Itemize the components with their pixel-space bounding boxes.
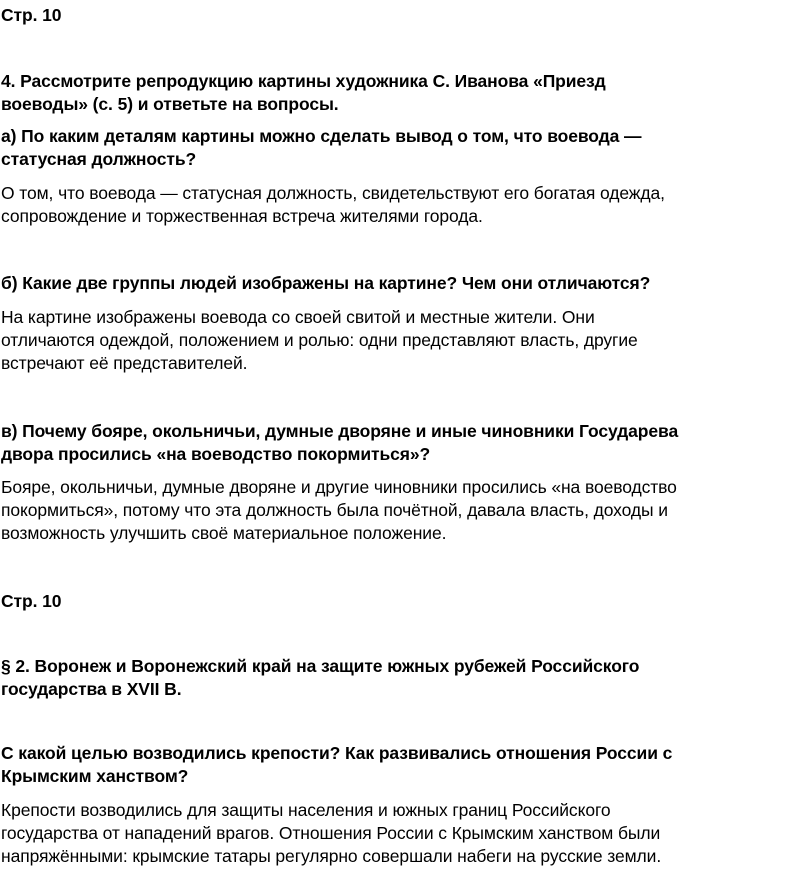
answer-2: [1, 799, 661, 868]
question-2: [1, 742, 672, 788]
section-heading-line-2: государства в XVII В.: [1, 679, 182, 699]
answer-b: [1, 306, 638, 375]
question-v: [1, 420, 678, 466]
section-heading-line-1: § 2. Воронеж и Воронежский край на защите южных рубежей Российского: [1, 656, 640, 676]
question-a: [1, 125, 641, 171]
question-2-line-1: С какой целью возводились крепости? Как развивались отношения России с: [1, 743, 673, 763]
question-a-line-2: статусная должность?: [1, 149, 197, 169]
answer-b-line-2: отличаются одеждой, положением и ролью: одни представляют власть, другие: [1, 330, 638, 350]
question-b-line-1: б) Какие две группы людей изображены на картине? Чем они отличаются?: [1, 273, 651, 293]
question-v-line-1: в) Почему бояре, окольничьи, думные дворяне и иные чиновники Государева: [1, 421, 679, 441]
answer-v-line-1: Бояре, окольничьи, думные дворяне и другие чиновники просились «на воеводство: [1, 477, 677, 497]
question-a-line-1: а) По каким деталям картины можно сделать вывод о том, что воевода —: [1, 126, 642, 146]
answer-v: [1, 476, 677, 545]
page-header-2-text: Стр. 10: [1, 591, 62, 611]
task-4-line-1: 4. Рассмотрите репродукцию картины художника С. Иванова «Приезд: [1, 71, 606, 91]
answer-2-line-1: Крепости возводились для защиты населения и южных границ Российского: [1, 800, 611, 820]
answer-b-line-1: На картине изображены воевода со своей свитой и местные жители. Они: [1, 307, 595, 327]
page-header-text: Стр. 10: [1, 5, 62, 25]
answer-a-line-1: О том, что воевода — статусная должность, свидетельствуют его богатая одежда,: [1, 183, 665, 203]
answer-2-line-2: государства от нападений врагов. Отношения России с Крымским ханством были: [1, 823, 661, 843]
task-4-line-2: воеводы» (с. 5) и ответьте на вопросы.: [1, 94, 339, 114]
question-2-line-2: Крымским ханством?: [1, 766, 189, 786]
task-4-heading: [1, 70, 606, 116]
answer-a: [1, 182, 665, 228]
section-heading: [1, 655, 639, 701]
answer-v-line-3: возможность улучшить своё материальное положение.: [1, 523, 447, 543]
answer-2-line-3: напряжёнными: крымские татары регулярно совершали набеги на русские земли.: [1, 846, 662, 866]
answer-b-line-3: встречают её представителей.: [1, 353, 248, 373]
page-header: [1, 4, 61, 27]
page-header-2: [1, 590, 61, 613]
question-b: [1, 272, 650, 295]
answer-v-line-2: покормиться», потому что эта должность была почётной, давала власть, доходы и: [1, 500, 668, 520]
answer-a-line-2: сопровождение и торжественная встреча жителями города.: [1, 206, 483, 226]
question-v-line-2: двора просились «на воеводство покормиться»?: [1, 444, 431, 464]
